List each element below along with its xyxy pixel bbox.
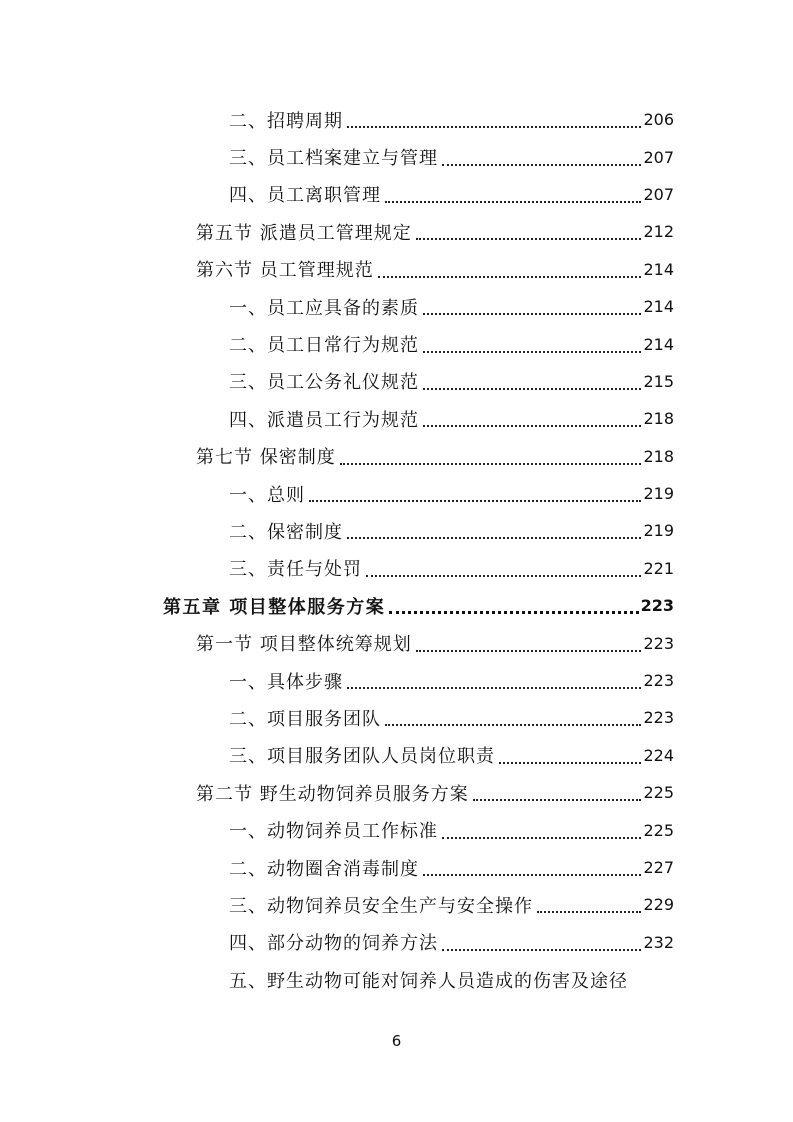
toc-dot-leader	[442, 948, 641, 951]
toc-entry-title: 二、员工日常行为规范	[229, 335, 419, 357]
toc-entry-page: 225	[643, 820, 674, 840]
toc-entry-page: 223	[643, 671, 674, 691]
toc-entry[interactable]	[0, 438, 674, 475]
toc-entry-title: 第五节 派遣员工管理规定	[196, 222, 412, 244]
toc-dot-leader	[423, 387, 641, 390]
toc-dot-leader	[366, 574, 641, 577]
toc-entry-page: 225	[643, 783, 674, 803]
toc-entry-page: 223	[643, 708, 674, 728]
toc-entry-title: 四、部分动物的饲养方法	[229, 933, 438, 955]
toc-entry-title: 第五章 项目整体服务方案	[163, 596, 386, 618]
toc-dot-leader	[347, 125, 641, 128]
toc-entry-page: 215	[643, 371, 674, 391]
toc-entry[interactable]	[0, 176, 674, 213]
toc-entry[interactable]	[0, 101, 674, 138]
toc-entry-title: 四、派遣员工行为规范	[229, 409, 419, 431]
toc-entry[interactable]	[0, 662, 674, 699]
toc-entry-title: 一、动物饲养员工作标准	[229, 821, 438, 843]
toc-entry[interactable]	[0, 699, 674, 736]
toc-entry-page: 214	[643, 297, 674, 317]
toc-entry[interactable]	[0, 138, 674, 175]
toc-entry-page: 219	[643, 521, 674, 541]
toc-dot-leader	[473, 798, 642, 801]
toc-entry-title: 二、保密制度	[229, 521, 343, 543]
toc-dot-leader	[537, 910, 641, 913]
toc-entry-title: 二、动物圈舍消毒制度	[229, 858, 419, 880]
toc-entry-page: 224	[643, 745, 674, 765]
toc-entry-title: 一、总则	[229, 484, 305, 506]
toc-entry-page: 207	[643, 184, 674, 204]
toc-entry-title: 三、员工公务礼仪规范	[229, 372, 419, 394]
toc-entry-page: 232	[643, 932, 674, 952]
toc-entry[interactable]	[0, 512, 674, 549]
toc-entry-title: 第六节 员工管理规范	[196, 260, 374, 282]
toc-entry-title: 一、员工应具备的素质	[229, 297, 419, 319]
toc-entry[interactable]	[0, 811, 674, 848]
toc-entry[interactable]	[0, 774, 674, 811]
toc-dot-leader	[309, 499, 641, 502]
toc-entry-title: 第一节 项目整体统筹规划	[196, 634, 412, 656]
toc-dot-leader	[499, 761, 641, 764]
toc-entry-title: 第七节 保密制度	[196, 447, 336, 469]
toc-entry[interactable]	[0, 400, 674, 437]
toc-dot-leader	[423, 350, 641, 353]
page-number: 6	[391, 1032, 402, 1050]
toc-entry-page: 218	[643, 409, 674, 429]
toc-entry-page: 214	[643, 259, 674, 279]
toc-dot-leader	[347, 686, 641, 689]
toc-dot-leader	[378, 275, 642, 278]
toc-entry-title: 二、项目服务团队	[229, 708, 381, 730]
table-of-contents	[0, 101, 793, 998]
toc-dot-leader	[423, 312, 641, 315]
toc-dot-leader	[385, 200, 641, 203]
toc-dot-leader	[385, 723, 641, 726]
toc-entry[interactable]	[0, 849, 674, 886]
toc-entry[interactable]	[0, 213, 674, 250]
toc-entry-title: 第二节 野生动物饲养员服务方案	[196, 783, 469, 805]
toc-dot-leader	[423, 424, 641, 427]
toc-entry-page: 223	[640, 596, 674, 616]
toc-entry-title: 三、责任与处罚	[229, 559, 362, 581]
toc-entry-page: 223	[643, 633, 674, 653]
toc-dot-leader	[347, 536, 641, 539]
toc-entry[interactable]	[0, 737, 674, 774]
toc-entry[interactable]	[0, 363, 674, 400]
toc-entry[interactable]	[0, 924, 674, 961]
toc-entry[interactable]	[0, 587, 674, 624]
toc-entry-page: 221	[643, 558, 674, 578]
toc-entry-title: 三、员工档案建立与管理	[229, 148, 438, 170]
toc-dot-leader	[442, 163, 641, 166]
toc-entry[interactable]	[0, 886, 674, 923]
toc-entry-page: 229	[643, 895, 674, 915]
toc-entry-page: 227	[643, 858, 674, 877]
toc-entry-title: 一、具体步骤	[229, 671, 343, 693]
toc-entry[interactable]	[0, 624, 674, 661]
toc-entry-title: 五、野生动物可能对饲养人员造成的伤害及途径	[229, 970, 628, 992]
toc-entry[interactable]	[0, 288, 674, 325]
toc-dot-leader	[340, 462, 642, 465]
toc-entry[interactable]	[0, 961, 674, 998]
toc-entry-title: 二、招聘周期	[229, 110, 343, 132]
toc-dot-leader	[442, 836, 641, 839]
toc-entry-page: 206	[643, 110, 674, 130]
toc-dot-leader	[416, 237, 642, 240]
toc-dot-leader	[389, 610, 638, 614]
toc-entry-page: 218	[643, 446, 674, 466]
toc-entry[interactable]	[0, 550, 674, 587]
toc-dot-leader	[416, 649, 642, 652]
toc-entry[interactable]	[0, 475, 674, 512]
toc-entry-title: 三、项目服务团队人员岗位职责	[229, 746, 495, 768]
toc-entry-page: 214	[643, 334, 674, 354]
toc-entry-title: 三、动物饲养员安全生产与安全操作	[229, 895, 533, 917]
toc-dot-leader	[423, 873, 641, 876]
toc-entry-title: 四、员工离职管理	[229, 185, 381, 207]
toc-entry-page: 219	[643, 484, 674, 504]
toc-entry-page: 207	[643, 147, 674, 167]
toc-entry[interactable]	[0, 325, 674, 362]
toc-entry-page: 212	[643, 222, 674, 242]
toc-entry[interactable]	[0, 251, 674, 288]
